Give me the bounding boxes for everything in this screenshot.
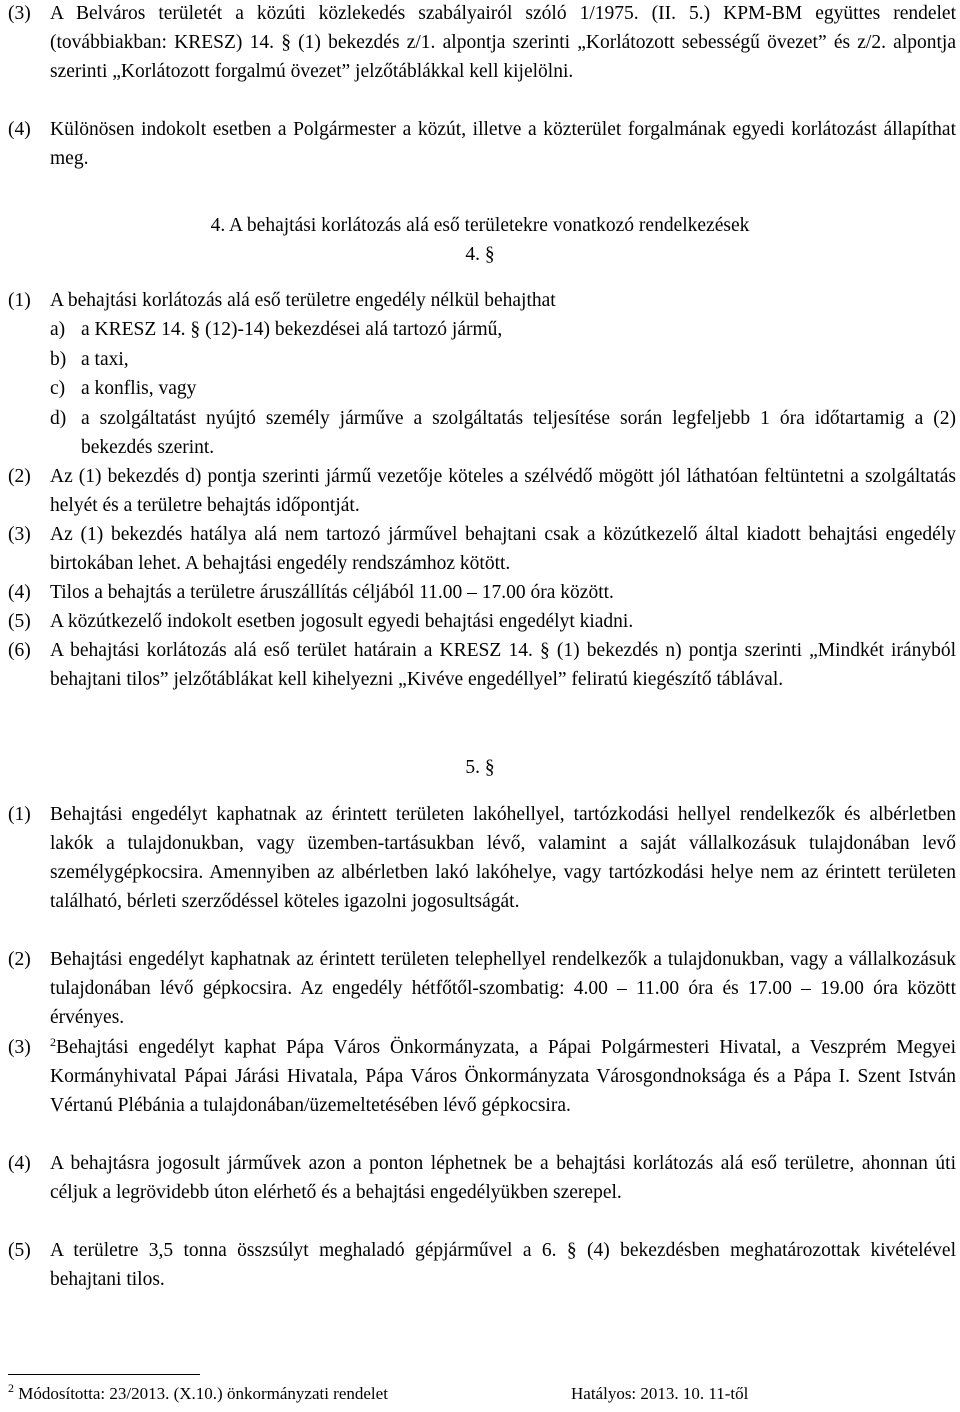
item-letter: d) xyxy=(50,408,67,429)
s4-paragraph-5 xyxy=(8,607,956,636)
item-letter: a) xyxy=(50,319,66,340)
paragraph-number: (3) xyxy=(8,1037,31,1058)
footnote xyxy=(8,1383,958,1405)
item-letter: b) xyxy=(50,349,67,370)
paragraph-text xyxy=(50,1033,956,1120)
s5-paragraph-5 xyxy=(8,1236,956,1294)
chapter-4-title: 4. A behajtási korlátozás alá eső területekre vonatkozó rendelkezések xyxy=(210,215,750,236)
s4-paragraph-3 xyxy=(8,520,956,578)
paragraph-number: (1) xyxy=(8,290,31,311)
list-item-d xyxy=(50,404,956,462)
paragraph-number: (3) xyxy=(8,524,31,545)
paragraph-text: Behajtási engedélyt kaphatnak az érintett területen lakóhellyel, tartózkodási hellyel rendelkezők és albérletben lakók a tulajdonukban, vagy üzemben-tartásukban lévő, valamint a saját vállalkozásuk tulajdonában levő személygépkocsira. Amennyiben az albérletben lakó lakóhelye, vagy tartózkodási helye nem az érintett területen található, bérleti szerződéssel köteles igazolni jogosultságát. xyxy=(50,804,956,912)
footnote-effective: Hatályos: 2013. 10. 11-től xyxy=(571,1384,749,1403)
s5-paragraph-3 xyxy=(8,1033,956,1120)
paragraph-number: (2) xyxy=(8,949,31,970)
paragraph-number: (4) xyxy=(8,582,31,603)
paragraph-number: (2) xyxy=(8,466,31,487)
paragraph-text: Az (1) bekezdés hatálya alá nem tartozó járművel behajtani csak a közútkezelő által kiadott behajtási engedély birtokában lehet. A behajtási engedély rendszámhoz kötött. xyxy=(50,524,956,574)
item-text: a taxi, xyxy=(81,349,129,370)
footnote-mark: 2 xyxy=(8,1381,14,1395)
s5-paragraph-2 xyxy=(8,945,956,1032)
s5-paragraph-1 xyxy=(8,800,956,916)
paragraph-number: (5) xyxy=(8,611,31,632)
s4-paragraph-1 xyxy=(8,286,956,315)
paragraph-body: Behajtási engedélyt kaphat Pápa Város Önkormányzata, a Pápai Polgármesteri Hivatal, a Veszprém Megyei Kormányhivatal Pápai Járási Hivatala, Pápa Város Önkormányzata Városgondnoksága és a Pápa I. Szent István Vértanú Plébánia a tulajdonában/üzemeltetésében lévő gépkocsira. xyxy=(50,1037,956,1116)
paragraph-number: (6) xyxy=(8,640,31,661)
footnote-ref: 2 xyxy=(50,1035,56,1049)
item-text: a szolgáltatást nyújtó személy járműve a szolgáltatás teljesítése során legfeljebb 1 óra időtartamig a (2) bekezdés szerint. xyxy=(81,408,956,458)
paragraph-number: (1) xyxy=(8,804,31,825)
paragraph-text: Az (1) bekezdés d) pontja szerinti jármű vezetője köteles a szélvédő mögött jól láthatóan feltüntetni a szolgáltatás helyét és a területre behajtás időpontját. xyxy=(50,466,956,516)
paragraph-text: Tilos a behajtás a területre áruszállítás céljából 11.00 – 17.00 óra között. xyxy=(50,582,614,603)
list-item-a xyxy=(50,315,956,344)
paragraph-text: A behajtásra jogosult járművek azon a ponton léphetnek be a behajtási korlátozás alá eső területre, ahonnan úti céljuk a legrövidebb úton elérhető és a behajtási engedélyükben szerepel. xyxy=(50,1153,956,1203)
item-text: a KRESZ 14. § (12)-14) bekezdései alá tartozó jármű, xyxy=(81,319,503,340)
paragraph-text: A Belváros területét a közúti közlekedés szabályairól szóló 1/1975. (II. 5.) KPM-BM együttes rendelet (továbbiakban: KRESZ) 14. § (1) bekezdés z/1. alpontja szerinti „Korlátozott sebességű övezet” és z/2. alpontja szerinti „Korlátozott forgalmú övezet” jelzőtáblákkal kell kijelölni. xyxy=(50,3,956,82)
paragraph-text: Behajtási engedélyt kaphatnak az érintett területen telephellyel rendelkezők a tulajdonukban, vagy a vállalkozásuk tulajdonában lévő gépkocsira. Az engedély hétfőtől-szombatig: 4.00 – 11.00 óra és 17.00 – 19.00 óra között érvényes. xyxy=(50,949,956,1028)
item-text: a konflis, vagy xyxy=(81,378,197,399)
paragraph-text: A területre 3,5 tonna összsúlyt meghaladó gépjárművel a 6. § (4) bekezdésben meghatározottak kivételével behajtani tilos. xyxy=(50,1240,956,1290)
paragraph-number: (5) xyxy=(8,1240,31,1261)
paragraph-3-top xyxy=(8,0,956,86)
footnote-separator xyxy=(8,1374,200,1375)
section-5-heading: 5. § xyxy=(465,757,495,778)
paragraph-4-top xyxy=(8,115,956,173)
paragraph-number: (4) xyxy=(8,1153,31,1174)
paragraph-number: (3) xyxy=(8,3,31,24)
s4-paragraph-4 xyxy=(8,578,956,607)
section-4-heading: 4. § xyxy=(465,244,495,265)
list-item-c xyxy=(50,374,956,403)
paragraph-number: (4) xyxy=(8,119,31,140)
s4-paragraph-2 xyxy=(8,462,956,520)
paragraph-text: Különösen indokolt esetben a Polgármester a közút, illetve a közterület forgalmának egyedi korlátozást állapíthat meg. xyxy=(50,119,956,169)
item-letter: c) xyxy=(50,378,66,399)
paragraph-text: A közútkezelő indokolt esetben jogosult egyedi behajtási engedélyt kiadni. xyxy=(50,611,634,632)
list-item-b xyxy=(50,345,956,374)
paragraph-text: A behajtási korlátozás alá eső területre engedély nélkül behajthat xyxy=(50,290,556,311)
s5-paragraph-4 xyxy=(8,1149,956,1207)
s4-paragraph-6 xyxy=(8,636,956,694)
paragraph-text: A behajtási korlátozás alá eső terület határain a KRESZ 14. § (1) bekezdés n) pontja szerinti „Mindkét irányból behajtani tilos” jelzőtáblákat kell kihelyezni „Kivéve engedéllyel” feliratú kiegészítő táblával. xyxy=(50,640,956,690)
footnote-text: Módosította: 23/2013. (X.10.) önkormányzati rendelet xyxy=(18,1384,388,1403)
